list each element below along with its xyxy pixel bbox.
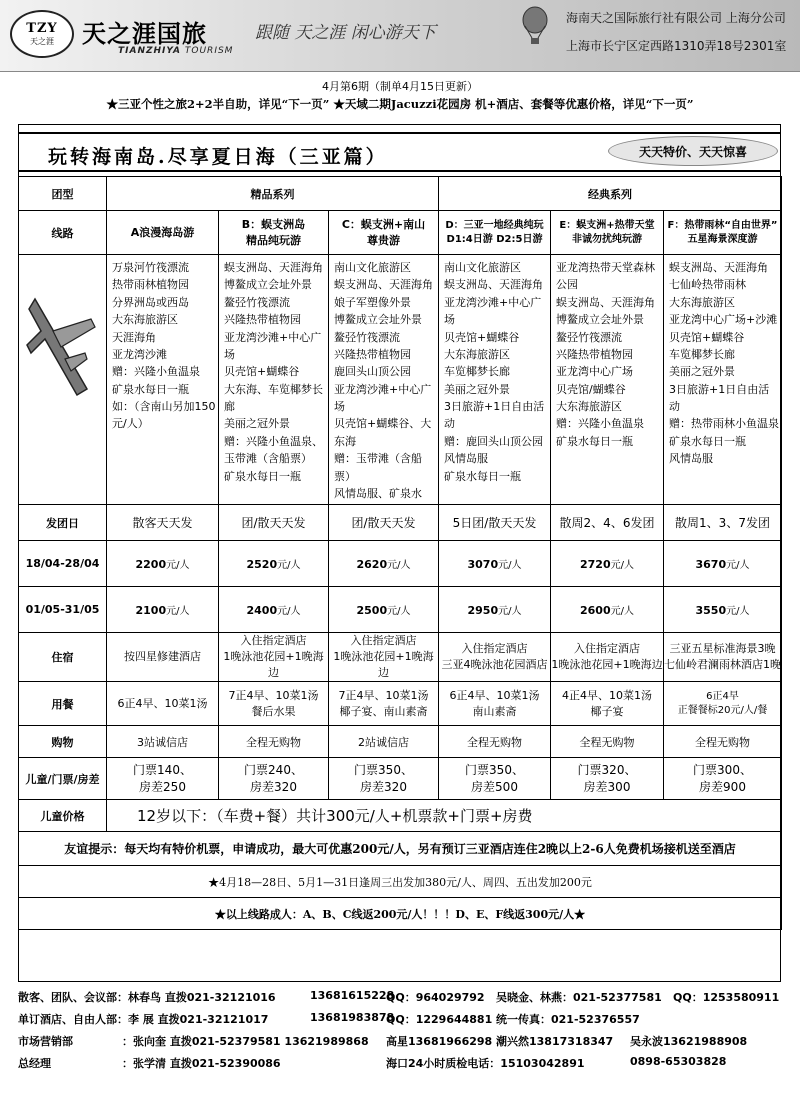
contact-2c: QQ：1229644881 bbox=[386, 1013, 493, 1026]
contact-2d: 统一传真：021-52376557 bbox=[496, 1013, 640, 1026]
hotel-e: 入住指定酒店 1晚泳池花园+1晚海边 bbox=[551, 633, 664, 682]
row-tip bbox=[19, 832, 782, 866]
depart-a: 散客天天发 bbox=[107, 505, 219, 541]
price-value: 2950 bbox=[467, 604, 499, 618]
spots-e: 亚龙湾热带天堂森林公园 蜈支洲岛、天涯海角 博鳌成立会址外景 鳌弪竹筏漂流 兴隆热带植物园 亚龙湾中心广场 贝壳馆/蝴蝶谷 大东海旅游区 赠：兴隆小鱼温泉 矿泉水每日一瓶 bbox=[551, 255, 664, 505]
title-bar bbox=[18, 132, 781, 172]
price-unit: 元/人 bbox=[387, 560, 411, 572]
hotel-c: 入住指定酒店 1晚泳池花园+1晚海边 bbox=[329, 633, 439, 682]
label-date-1: 18/04-28/04 bbox=[19, 541, 107, 587]
route-e: E：蜈支洲+热带天堂 非诚勿扰纯玩游 bbox=[551, 211, 664, 255]
contact-1d: 吴晓金、林燕：021-52377581 bbox=[496, 991, 662, 1004]
price-d-1 bbox=[439, 541, 551, 587]
contact-4b: ：张学清 直拨021-52390086 bbox=[122, 1057, 281, 1070]
series-classic: 经典系列 bbox=[439, 177, 782, 211]
row-child-price bbox=[19, 800, 782, 832]
route-f: F：热带雨林“自由世界” 五星海景深度游 bbox=[664, 211, 782, 255]
issue-info: 4月第6期（制单4月15日更新） bbox=[322, 80, 478, 93]
label-route: 线路 bbox=[19, 211, 107, 255]
brand-name: 天之涯国旅 bbox=[82, 19, 207, 48]
price-value: 2520 bbox=[246, 558, 278, 572]
depart-d: 5日团/散天天发 bbox=[439, 505, 551, 541]
contact-row-4 bbox=[18, 1051, 781, 1073]
price-value: 3670 bbox=[695, 558, 727, 572]
hot-air-balloon-icon bbox=[520, 6, 550, 46]
price-unit: 元/人 bbox=[498, 560, 522, 572]
price-d-2 bbox=[439, 587, 551, 633]
child-d: 门票350、 房差500 bbox=[439, 758, 551, 800]
price-f-2 bbox=[664, 587, 782, 633]
hotel-f: 三亚五星标准海景3晚 七仙岭君澜雨林酒店1晚 bbox=[664, 633, 782, 682]
shopping-f: 全程无购物 bbox=[664, 726, 782, 758]
child-e: 门票320、 房差300 bbox=[551, 758, 664, 800]
rebate-text: ★以上线路成人：A、B、C线返200元/人！！！D、E、F线返300元/人★ bbox=[19, 898, 782, 930]
price-value: 2720 bbox=[580, 558, 611, 572]
row-rebate bbox=[19, 898, 782, 930]
route-c: C：蜈支洲+南山 尊贵游 bbox=[329, 211, 439, 255]
slogan: 跟随 天之涯 闲心游天下 bbox=[255, 23, 436, 43]
price-b-1 bbox=[219, 541, 329, 587]
depart-c: 团/散天天发 bbox=[329, 505, 439, 541]
spots-b: 蜈支洲岛、天涯海角 博鳌成立会址外景 鳌弪竹筏漂流 兴隆热带植物园 亚龙湾沙滩+中心广场 贝壳馆+蝴蝶谷 大东海、车览椰梦长廊 美丽之冠外景 赠：兴隆小鱼温泉、玉带滩（含船票） 矿泉水每日一瓶 bbox=[219, 255, 329, 505]
label-child-fee: 儿童/门票/房差 bbox=[19, 758, 107, 800]
price-unit: 元/人 bbox=[277, 560, 301, 572]
contact-4a: 总经理 bbox=[18, 1057, 51, 1070]
price-value: 2400 bbox=[246, 604, 278, 618]
shopping-a: 3站诚信店 bbox=[107, 726, 219, 758]
shopping-c: 2站诚信店 bbox=[329, 726, 439, 758]
tour-table bbox=[18, 176, 782, 930]
logo-small-text: 天之涯 bbox=[30, 37, 54, 46]
price-value: 3550 bbox=[695, 604, 727, 618]
contact-1b: 13681615228 bbox=[310, 989, 395, 1002]
contact-3a: 市场营销部 bbox=[18, 1035, 73, 1048]
header-row-series bbox=[19, 177, 782, 211]
spots-c: 南山文化旅游区 蜈支洲岛、天涯海角 娘子军塑像外景 博鳌成立会址外景 鳌弪竹筏漂流 兴隆热带植物园 鹿回头山顶公园 亚龙湾沙滩+中心广场 贝壳馆+蝴蝶谷、大东海 赠：玉带滩（含船票） 风情岛服、矿泉水 bbox=[329, 255, 439, 505]
meal-f: 6正4早 正餐餐标20元/人/餐 bbox=[664, 682, 782, 726]
meal-d: 6正4早、10菜1汤 南山素斋 bbox=[439, 682, 551, 726]
contact-3b: ：张向奎 直拨021-52379581 13621989868 bbox=[122, 1035, 369, 1048]
child-price-text: 12岁以下：（车费+餐）共计300元/人+机票款+门票+房费 bbox=[107, 800, 782, 832]
spots-f: 蜈支洲岛、天涯海角 七仙岭热带雨林 大东海旅游区 亚龙湾中心广场+沙滩 贝壳馆+蝴蝶谷 车览椰梦长廊 美丽之冠外景 3日旅游+1日自由活动 赠：热带雨林小鱼温泉 矿泉水每日一瓶 风情岛服 bbox=[664, 255, 782, 505]
price-a-1 bbox=[107, 541, 219, 587]
route-a: A浪漫海岛游 bbox=[107, 211, 219, 255]
meal-c: 7正4早、10菜1汤 椰子宴、南山素斋 bbox=[329, 682, 439, 726]
price-value: 2200 bbox=[135, 558, 167, 572]
contact-4c: 海口24小时质检电话：15103042891 bbox=[386, 1057, 585, 1070]
page-title: 玩转海南岛.尽享夏日海（三亚篇） bbox=[48, 146, 388, 168]
price-e-1 bbox=[551, 541, 664, 587]
price-unit: 元/人 bbox=[166, 606, 190, 618]
row-depart bbox=[19, 505, 782, 541]
brand-english bbox=[118, 46, 233, 56]
price-unit: 元/人 bbox=[726, 606, 750, 618]
depart-b: 团/散天天发 bbox=[219, 505, 329, 541]
shopping-d: 全程无购物 bbox=[439, 726, 551, 758]
logo-text: TZY bbox=[26, 21, 58, 36]
label-group-type: 团型 bbox=[19, 177, 107, 211]
label-hotel: 住宿 bbox=[19, 633, 107, 682]
price-value: 2100 bbox=[135, 604, 167, 618]
price-unit: 元/人 bbox=[726, 560, 750, 572]
route-b: B：蜈支洲岛 精品纯玩游 bbox=[219, 211, 329, 255]
header-banner bbox=[0, 0, 800, 72]
price-unit: 元/人 bbox=[498, 606, 522, 618]
spots-a: 万泉河竹筏漂流 热带雨林植物园 分界洲岛或西岛 大东海旅游区 天涯海角 亚龙湾沙滩 赠：兴隆小鱼温泉 矿泉水每日一瓶 如：（含南山另加150元/人） bbox=[107, 255, 219, 505]
row-spots bbox=[19, 255, 782, 505]
price-unit: 元/人 bbox=[610, 606, 634, 618]
depart-e: 散周2、4、6发团 bbox=[551, 505, 664, 541]
row-child-fee bbox=[19, 758, 782, 800]
contact-row-2 bbox=[18, 1007, 781, 1029]
route-d: D：三亚一地经典纯玩 D1:4日游 D2:5日游 bbox=[439, 211, 551, 255]
price-value: 2500 bbox=[356, 604, 388, 618]
price-unit: 元/人 bbox=[166, 560, 190, 572]
price-c-2 bbox=[329, 587, 439, 633]
price-value: 3070 bbox=[467, 558, 499, 572]
hotel-a: 按四星修建酒店 bbox=[107, 633, 219, 682]
contact-3e: 吴永波13621988908 bbox=[630, 1035, 748, 1048]
contact-row-3 bbox=[18, 1029, 781, 1051]
airplane-icon bbox=[25, 279, 105, 409]
contact-1c: QQ：964029792 bbox=[386, 991, 485, 1004]
price-a-2 bbox=[107, 587, 219, 633]
title-badge: 天天特价、天天惊喜 bbox=[608, 136, 778, 166]
price-b-2 bbox=[219, 587, 329, 633]
contact-row-1 bbox=[18, 985, 781, 1007]
price-unit: 元/人 bbox=[277, 606, 301, 618]
logo-badge bbox=[10, 10, 74, 58]
price-c-1 bbox=[329, 541, 439, 587]
tip-text: 友谊提示：每天均有特价机票，申请成功，最大可优惠200元/人，另有预订三亚酒店连住2晚以上2-6人免费机场接机送至酒店 bbox=[19, 832, 782, 866]
contact-1a: 散客、团队、会议部：林春鸟 直拨021-32121016 bbox=[18, 991, 276, 1004]
meal-a: 6正4早、10菜1汤 bbox=[107, 682, 219, 726]
meal-b: 7正4早、10菜1汤 餐后水果 bbox=[219, 682, 329, 726]
shopping-e: 全程无购物 bbox=[551, 726, 664, 758]
series-premium: 精品系列 bbox=[107, 177, 439, 211]
row-surcharge bbox=[19, 866, 782, 898]
company-address: 上海市长宁区定西路1310弄18号2301室 bbox=[566, 39, 787, 53]
child-f: 门票300、 房差900 bbox=[664, 758, 782, 800]
contact-3c: 高星13681966298 bbox=[386, 1035, 493, 1048]
price-unit: 元/人 bbox=[387, 606, 411, 618]
shopping-b: 全程无购物 bbox=[219, 726, 329, 758]
row-route bbox=[19, 211, 782, 255]
price-value: 2620 bbox=[356, 558, 388, 572]
label-child-price: 儿童价格 bbox=[19, 800, 107, 832]
row-meal bbox=[19, 682, 782, 726]
hotel-d: 入住指定酒店 三亚4晚泳池花园酒店 bbox=[439, 633, 551, 682]
contact-1e: QQ：1253580911 bbox=[673, 991, 780, 1004]
contact-4d: 0898-65303828 bbox=[630, 1055, 727, 1068]
spots-d: 南山文化旅游区 蜈支洲岛、天涯海角 亚龙湾沙滩+中心广场 贝壳馆+蝴蝶谷 大东海旅游区 车览椰梦长廊 美丽之冠外景 3日旅游+1日自由活动 赠：鹿回头山顶公园 风情岛服 矿泉水每日一瓶 bbox=[439, 255, 551, 505]
child-a: 门票140、 房差250 bbox=[107, 758, 219, 800]
child-c: 门票350、 房差320 bbox=[329, 758, 439, 800]
brand-english-b: TOURISM bbox=[184, 46, 234, 56]
plane-cell bbox=[19, 255, 107, 505]
label-date-2: 01/05-31/05 bbox=[19, 587, 107, 633]
contact-3d: 潮兴然13817318347 bbox=[496, 1035, 614, 1048]
contact-2a: 单订酒店、自由人部：李 展 直拨021-32121017 bbox=[18, 1013, 269, 1026]
price-value: 2600 bbox=[580, 604, 611, 618]
promo-line: ★三亚个性之旅2+2半自助，详见“下一页” ★天域二期Jacuzzi花园房 机+酒店、套餐等优惠价格，详见“下一页” bbox=[106, 97, 694, 111]
meal-e: 4正4早、10菜1汤 椰子宴 bbox=[551, 682, 664, 726]
row-hotel bbox=[19, 633, 782, 682]
company-name: 海南天之国际旅行社有限公司 上海分公司 bbox=[566, 11, 786, 25]
price-e-2 bbox=[551, 587, 664, 633]
label-meal: 用餐 bbox=[19, 682, 107, 726]
row-shopping bbox=[19, 726, 782, 758]
surcharge-text: ★4月18—28日、5月1—31日逢周三出发加380元/人、周四、五出发加200元 bbox=[19, 866, 782, 898]
row-price-2 bbox=[19, 587, 782, 633]
price-unit: 元/人 bbox=[610, 560, 634, 572]
label-shopping: 购物 bbox=[19, 726, 107, 758]
price-f-1 bbox=[664, 541, 782, 587]
hotel-b: 入住指定酒店 1晚泳池花园+1晚海边 bbox=[219, 633, 329, 682]
row-price-1 bbox=[19, 541, 782, 587]
contact-2b: 13681983878 bbox=[310, 1011, 395, 1024]
contacts-block bbox=[18, 985, 781, 1073]
child-b: 门票240、 房差320 bbox=[219, 758, 329, 800]
brand-english-a: TIANZHIYA bbox=[118, 46, 182, 56]
label-depart: 发团日 bbox=[19, 505, 107, 541]
depart-f: 散周1、3、7发团 bbox=[664, 505, 782, 541]
